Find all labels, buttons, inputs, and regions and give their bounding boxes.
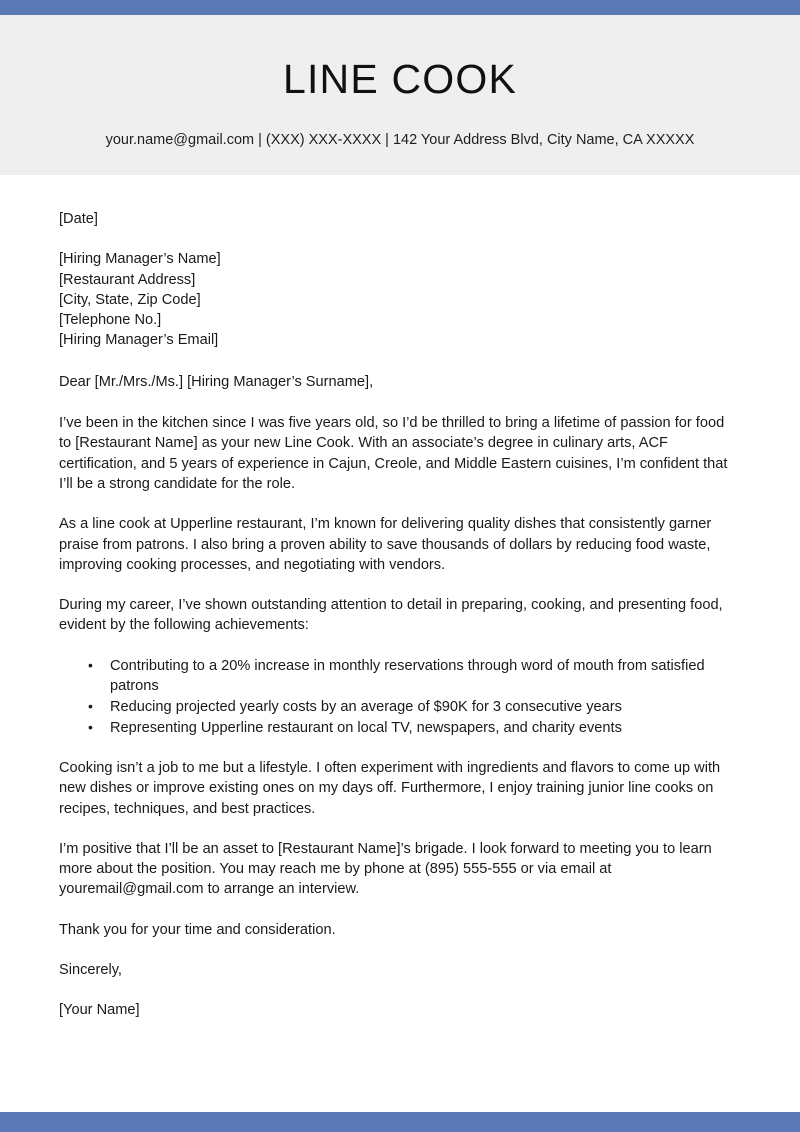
letter-body	[0, 175, 800, 1021]
bottom-accent-bar	[0, 1112, 800, 1132]
body-paragraph: I’ve been in the kitchen since I was five years old, so I’d be thrilled to bring a lifetime of passion for food to [Restaurant Name] as your new Line Cook. With an associate’s degree in culinary arts, ACF certification, and 5 years of experience in Cajun, Creole, and Middle Eastern cuisines, I’m confident that I’ll be a strong candidate for the role.	[59, 415, 728, 492]
letterhead-band	[0, 15, 800, 175]
list-item: • Representing Upperline restaurant on local TV, newspapers, and charity events	[88, 718, 740, 738]
list-item: • Contributing to a 20% increase in monthly reservations through word of mouth from satisfied patrons	[88, 656, 740, 697]
signoff-line: Sincerely,	[59, 962, 122, 979]
recipient-line: [Restaurant Address]	[59, 271, 196, 288]
body-paragraph: During my career, I’ve shown outstanding attention to detail in preparing, cooking, and presenting food, evident by the following achievements:	[59, 597, 723, 634]
recipient-line: [Telephone No.]	[59, 312, 162, 329]
closing-line: Thank you for your time and consideration.	[59, 921, 336, 938]
body-paragraph: I’m positive that I’ll be an asset to [Restaurant Name]’s brigade. I look forward to meeting you to learn more about the position. You may reach me by phone at (895) 555-555 or via email at youremail@gmail.com to arrange an interview.	[59, 840, 712, 898]
recipient-address-block	[59, 249, 740, 350]
page-title: LINE COOK	[282, 56, 518, 102]
salutation: Dear [Mr./Mrs./Ms.] [Hiring Manager’s Surname],	[59, 373, 374, 390]
signature-name: [Your Name]	[59, 1002, 140, 1019]
body-paragraph: Cooking isn’t a job to me but a lifestyle. I often experiment with ingredients and flavors to come up with new dishes or improve existing ones on my days off. Furthermore, I enjoy training junior line cooks on recipes, techniques, and best practices.	[59, 759, 721, 817]
list-item: • Reducing projected yearly costs by an average of $90K for 3 consecutive years	[88, 697, 740, 717]
recipient-line: [City, State, Zip Code]	[59, 291, 201, 308]
body-paragraph: As a line cook at Upperline restaurant, I’m known for delivering quality dishes that consistently garner praise from patrons. I also bring a proven ability to save thousands of dollars by reducing food waste, improving cooking processes, and negotiating with vendors.	[59, 516, 712, 573]
recipient-line: [Hiring Manager’s Name]	[59, 251, 221, 268]
achievements-list	[59, 656, 740, 738]
contact-info-line: your.name@gmail.com | (XXX) XXX-XXXX | 142 Your Address Blvd, City Name, CA XXXXX	[105, 132, 695, 148]
top-accent-bar	[0, 0, 800, 15]
letter-date: [Date]	[59, 211, 98, 227]
recipient-line: [Hiring Manager’s Email]	[59, 332, 219, 349]
